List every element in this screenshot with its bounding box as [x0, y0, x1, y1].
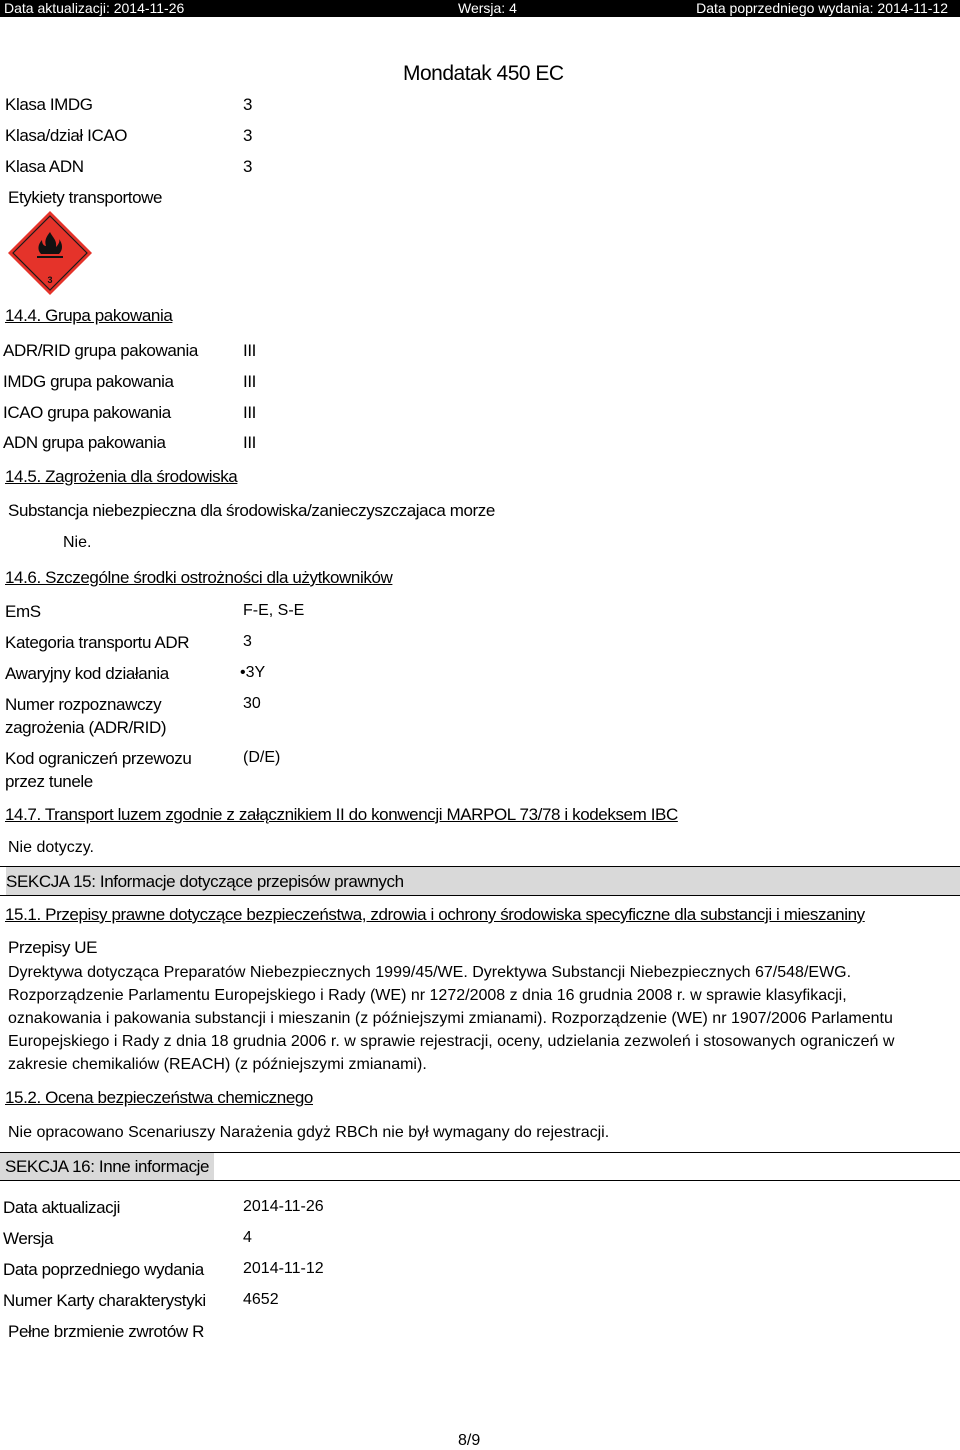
r-phrases-heading: Pełne brzmienie zwrotów R [8, 1322, 204, 1341]
hazard-id-value: 30 [243, 695, 261, 712]
eu-regulations-line-2: Rozporządzenie Parlamentu Europejskiego i Rady (WE) nr 1272/2008 z dnia 16 grudnia 2008 r. w sprawie klasyfikacji, [8, 987, 847, 1004]
emergency-action-label: Awaryjny kod działania [5, 664, 169, 683]
version-value: 4 [243, 1229, 252, 1246]
imdg-packing-value: III [243, 372, 256, 391]
section-14-6-title: 14.6. Szczególne środki ostrożności dla użytkowników [5, 568, 393, 587]
adr-category-value: 3 [243, 633, 252, 650]
tunnel-code-value: (D/E) [243, 749, 281, 766]
header-previous-date: Data poprzedniego wydania: 2014-11-12 [696, 0, 948, 16]
marpol-text: Nie dotyczy. [8, 839, 94, 856]
section-15-1-title: 15.1. Przepisy prawne dotyczące bezpieczeństwa, zdrowia i ochrony środowiska specyficzne dla substancji i mieszaniny [5, 905, 865, 924]
chemical-safety-text: Nie opracowano Scenariuszy Narażenia gdyż RBCh nie był wymagany do rejestracji. [8, 1124, 610, 1141]
adn-class-value: 3 [243, 157, 253, 176]
sds-number-value: 4652 [243, 1291, 279, 1308]
tunnel-code-label-line1: Kod ograniczeń przewozu [5, 749, 192, 768]
header-update-date: Data aktualizacji: 2014-11-26 [4, 0, 185, 16]
section-14-4-title: 14.4. Grupa pakowania [5, 306, 173, 325]
document-header [0, 0, 960, 17]
header-version: Wersja: 4 [458, 0, 517, 16]
tunnel-code-label-line2: przez tunele [5, 772, 93, 791]
transport-labels-heading: Etykiety transportowe [8, 188, 163, 207]
eu-regulations-line-3: oznakowania i pakowania substancji i mieszanin (z późniejszymi zmianami). Rozporządzenie (WE) nr 1907/2006 Parlamentu [8, 1010, 893, 1027]
adn-packing-value: III [243, 433, 256, 452]
hazard-class-number: 3 [47, 275, 53, 285]
section-16-title: SEKCJA 16: Inne informacje [5, 1157, 210, 1176]
eu-regulations-line-5: zakresie chemikaliów (REACH) (z późniejszymi zmianami). [8, 1056, 427, 1073]
sds-number-label: Numer Karty charakterystyki [3, 1291, 206, 1310]
imdg-packing-label: IMDG grupa pakowania [3, 372, 174, 391]
adr-category-label: Kategoria transportu ADR [5, 633, 190, 652]
section-15-title: SEKCJA 15: Informacje dotyczące przepisów prawnych [6, 872, 404, 891]
env-hazard-value: Nie. [63, 534, 92, 551]
emergency-action-value: •3Y [240, 664, 266, 681]
section-14-5-title: 14.5. Zagrożenia dla środowiska [5, 467, 238, 486]
imdg-class-label: Klasa IMDG [5, 95, 93, 114]
eu-regulations-heading: Przepisy UE [8, 938, 98, 957]
hazard-id-label-line1: Numer rozpoznawczy [5, 695, 162, 714]
ems-value: F-E, S-E [243, 602, 305, 619]
icao-packing-label: ICAO grupa pakowania [3, 403, 171, 422]
adr-rid-packing-label: ADR/RID grupa pakowania [3, 341, 198, 360]
section-15-2-title: 15.2. Ocena bezpieczeństwa chemicznego [5, 1088, 313, 1107]
eu-regulations-line-4: Europejskiego i Rady z dnia 18 grudnia 2006 r. w sprawie rejestracji, oceny, udzielania zezwoleń i stosowanych ograniczeń w [8, 1033, 895, 1050]
section-15-bottom-rule [0, 895, 960, 896]
imdg-class-value: 3 [243, 95, 253, 114]
previous-date-value: 2014-11-12 [243, 1260, 324, 1277]
adn-class-label: Klasa ADN [5, 157, 84, 176]
eu-regulations-line-1: Dyrektywa dotycząca Preparatów Niebezpiecznych 1999/45/WE. Dyrektywa Substancji Niebezpiecznych 67/548/EWG. [8, 964, 852, 981]
icao-class-label: Klasa/dział ICAO [5, 126, 128, 145]
icao-packing-value: III [243, 403, 256, 422]
icao-class-value: 3 [243, 126, 253, 145]
env-hazard-label: Substancja niebezpieczna dla środowiska/zanieczyszczajaca morze [8, 501, 495, 520]
flammable-liquid-hazard-icon [7, 210, 93, 296]
hazard-id-label-line2: zagrożenia (ADR/RID) [5, 718, 167, 737]
update-date-value: 2014-11-26 [243, 1198, 324, 1215]
previous-date-label: Data poprzedniego wydania [3, 1260, 204, 1279]
product-title: Mondatak 450 EC [403, 62, 564, 85]
ems-label: EmS [5, 602, 41, 621]
update-date-label: Data aktualizacji [3, 1198, 120, 1217]
adn-packing-label: ADN grupa pakowania [3, 433, 166, 452]
version-label: Wersja [3, 1229, 54, 1248]
section-16-bottom-rule [0, 1180, 960, 1181]
adr-rid-packing-value: III [243, 341, 256, 360]
page-number: 8/9 [458, 1432, 481, 1449]
section-14-7-title: 14.7. Transport luzem zgodnie z załącznikiem II do konwencji MARPOL 73/78 i kodeksem IBC [5, 805, 678, 824]
